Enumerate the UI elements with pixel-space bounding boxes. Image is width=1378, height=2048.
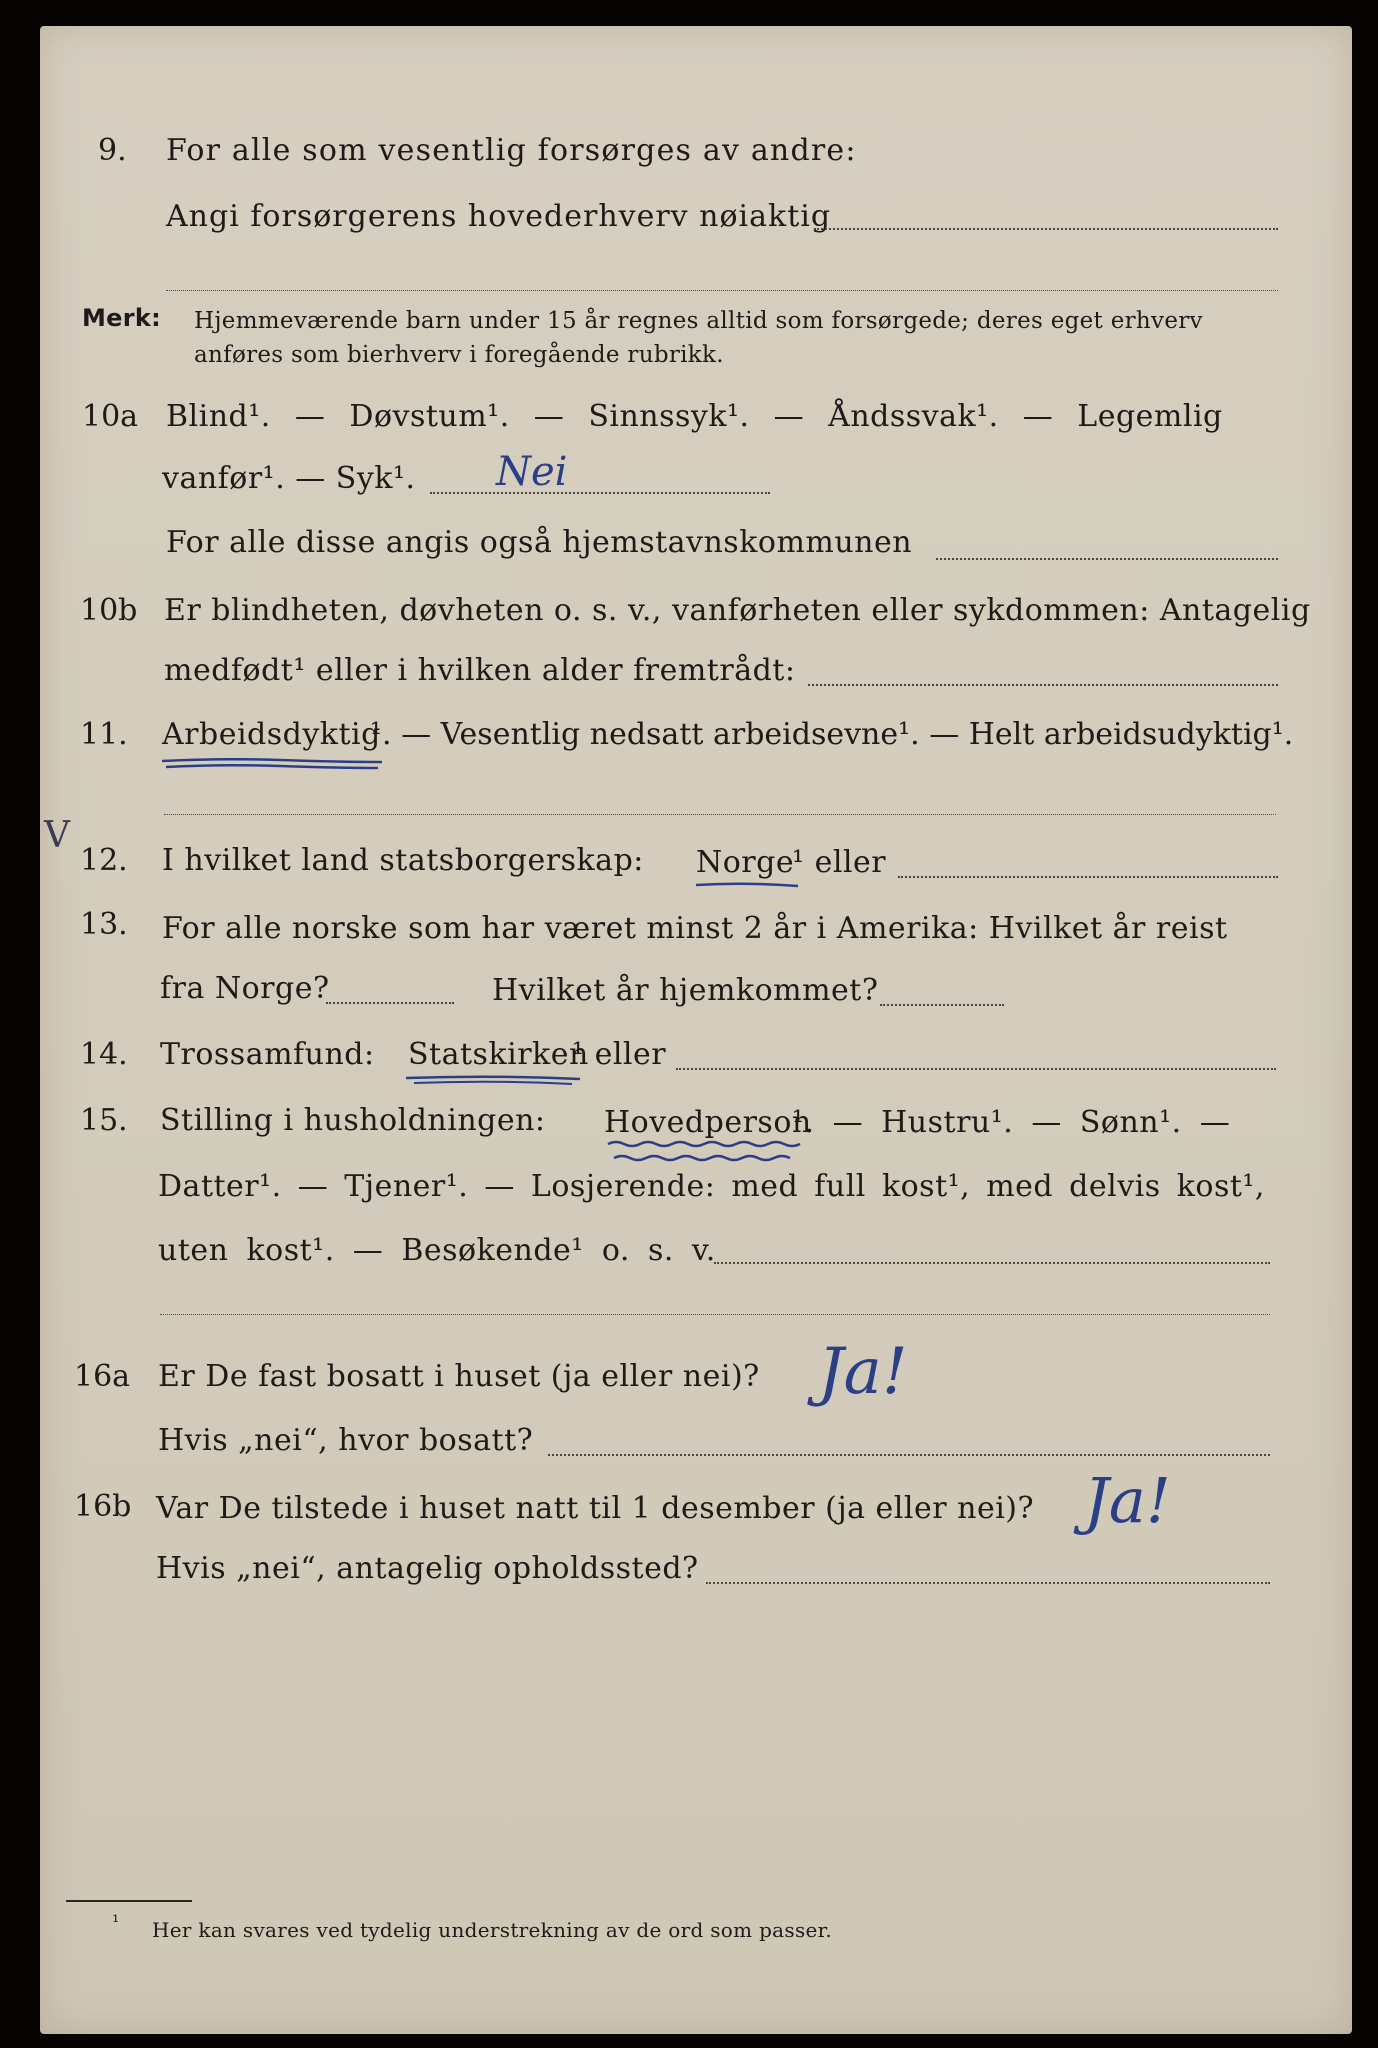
q14-underline-mark [404,1074,582,1086]
q15-extra-line [160,1314,1270,1315]
q10b-line1: Er blindheten, døvheten o. s. v., vanførheten eller sykdommen: Antagelig [164,593,1311,628]
q9-extra-line [166,290,1278,291]
q12-answer-line [898,876,1278,878]
q15-line2: Datter¹. — Tjener¹. — Losjerende: med full kost¹, med delvis kost¹, [158,1169,1265,1204]
q12-text: I hvilket land statsborgerskap: [162,843,644,878]
q16a-answer-line [548,1454,1270,1456]
q10a-number: 10a [82,399,139,434]
q11-number: 11. [80,717,128,752]
q10a-answer-line [430,492,770,494]
q10b-number: 10b [80,593,138,628]
merk-line2: anføres som bierhverv i foregående rubrikk. [194,342,724,368]
q10a-hometown-line [936,558,1278,560]
q12-opt-norge: Norge [696,845,795,880]
q13-number: 13. [80,907,128,942]
q16b-answer-line [706,1582,1270,1584]
q16a-line1: Er De fast bosatt i huset (ja eller nei)? [158,1359,760,1394]
q16b-number: 16b [74,1489,132,1524]
q15-answer-line [714,1262,1270,1264]
q15-text: Stilling i husholdningen: [160,1103,546,1138]
q11-underline-mark [160,758,384,770]
merk-line1: Hjemmeværende barn under 15 år regnes alltid som forsørgede; deres eget erhverv [194,308,1203,334]
q13-return-year-line [880,1004,1004,1006]
footnote-mark: ¹ [112,1912,120,1933]
q16b-line1: Var De tilstede i huset natt til 1 desember (ja eller nei)? [156,1491,1035,1526]
q10a-line2: vanfør¹. — Syk¹. [162,461,416,496]
q14-number: 14. [80,1037,128,1072]
q12-margin-check: V [44,815,70,856]
footnote-rule [66,1900,192,1902]
q13-line2a: fra Norge? [160,971,330,1006]
q15-opt-hovedperson: Hovedperson [604,1105,812,1140]
q16a-number: 16a [74,1359,131,1394]
q13-line2b: Hvilket år hjemkommet? [492,973,879,1008]
q16b-line2: Hvis „nei“, antagelig opholdssted? [156,1551,699,1586]
q16b-handwritten-answer: Ja! [1084,1464,1171,1537]
q14-rest: ¹ eller [572,1037,667,1072]
q9-line1: For alle som vesentlig forsørges av andre: [166,133,857,168]
q15-number: 15. [80,1103,128,1138]
q16a-handwritten-answer: Ja! [818,1335,908,1409]
q16a-line2: Hvis „nei“, hvor bosatt? [158,1423,534,1458]
q12-number: 12. [80,843,128,878]
q15-line3: uten kost¹. — Besøkende¹ o. s. v. [158,1233,716,1268]
merk-label: Merk: [82,304,162,332]
q10a-handwritten-answer: Nei [496,449,568,495]
q10b-line2: medfødt¹ eller i hvilken alder fremtrådt: [164,653,796,688]
q15-underline-mark [604,1140,804,1164]
q9-number: 9. [98,133,127,168]
q12-underline-mark [694,880,800,890]
q15-rest: ¹. — Hustru¹. — Sønn¹. — [792,1105,1231,1140]
footnote-text: Her kan svares ved tydelig understrekning av de ord som passer. [152,1918,832,1942]
q14-answer-line [676,1068,1276,1070]
q12-rest: ¹ eller [792,845,887,880]
q14-opt-statskirken: Statskirken [408,1037,589,1072]
q14-text: Trossamfund: [160,1037,375,1072]
q11-extra-line [164,814,1276,815]
q13-line1: For alle norske som har været minst 2 år i Amerika: Hvilket år reist [162,911,1228,946]
q13-left-year-line [326,1002,454,1004]
q10a-line3: For alle disse angis også hjemstavnskommunen [166,525,913,560]
q11-opt-arbeidsdyktig: Arbeidsdyktig [162,717,381,752]
q10b-answer-line [808,684,1278,686]
q9-answer-line [814,228,1278,230]
q11-rest: ¹. — Vesentlig nedsatt arbeidsevne¹. — Helt arbeidsudyktig¹. [370,717,1294,752]
q10a-line1: Blind¹. — Døvstum¹. — Sinnssyk¹. — Åndssvak¹. — Legemlig [166,399,1223,434]
q9-line2: Angi forsørgerens hovederhverv nøiaktig [166,199,832,234]
